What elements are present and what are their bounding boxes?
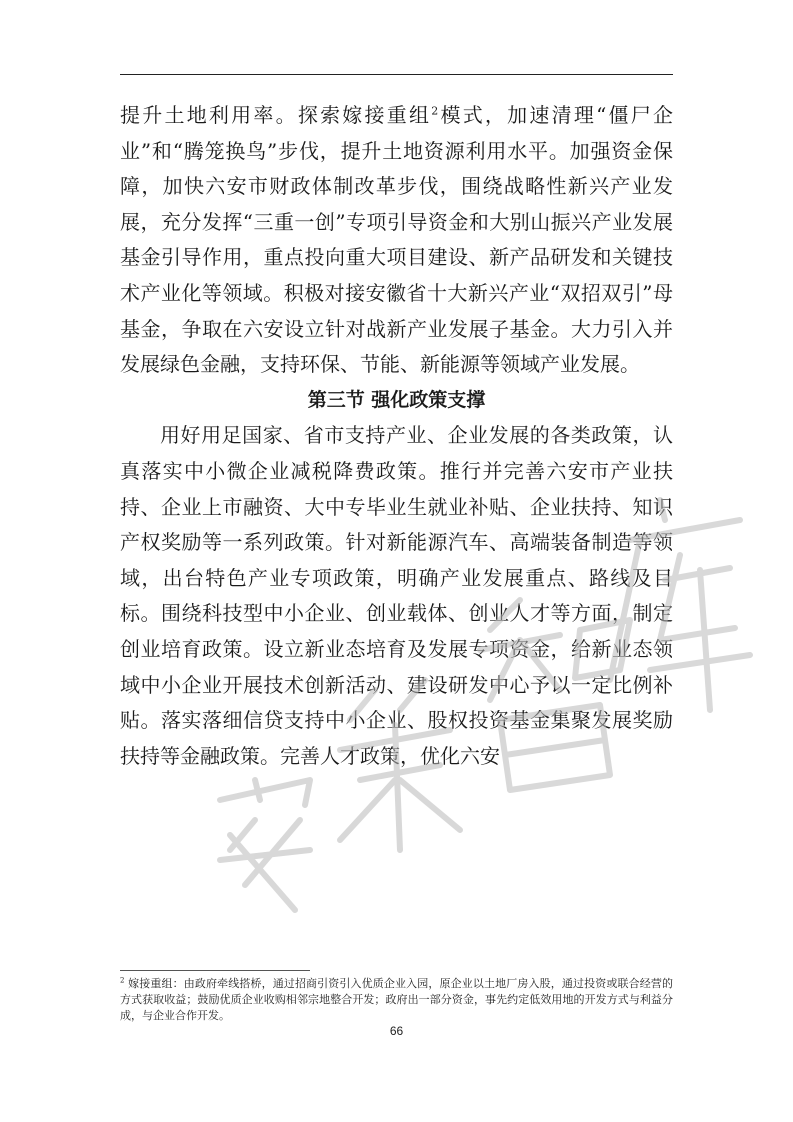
header-rule: [120, 74, 673, 75]
footnote-rule: [120, 970, 310, 971]
body-text: [120, 98, 673, 774]
page-number: 66: [389, 1024, 404, 1038]
paragraph-land-and-funding: [120, 98, 673, 383]
paragraph-text: 模式，加速清理“僵尸企业”和“腾笼换鸟”步伐，提升土地资源利用水平。加强资金保障，加快六安市财政体制改革步伐，围绕战略性新兴产业发展，充分发挥“三重一创”专项引导资金和大别山振兴产业发展基金引导作用，重点投向重大项目建设、新产品研发和关键技术产业化等领域。积极对接安徽省十大新兴产业“双招双引”母基金，争取在六安设立针对战新产业发展子基金。大力引入并发展绿色金融，支持环保、节能、新能源等领域产业发展。: [120, 103, 673, 377]
footnote-number: 2: [120, 976, 125, 985]
footnote-text: 嫁接重组：由政府牵线搭桥，通过招商引资引入优质企业入园，原企业以土地厂房入股，通过投资或联合经营的方式获取收益；鼓励优质企业收购相邻宗地整合开发；政府出一部分资金，事先约定低效用地的开发方式与利益分成，与企业合作开发。: [120, 977, 673, 1022]
footnote: [120, 976, 673, 1024]
paragraph-text: 提升土地利用率。探索嫁接重组: [120, 103, 432, 127]
paragraph-policy-support: 用好用足国家、省市支持产业、企业发展的各类政策，认真落实中小微企业减税降费政策。推行并完善六安市产业扶持、企业上市融资、大中专毕业生就业补贴、企业扶持、知识产权奖励等一系列政策。针对新能源汽车、高端装备制造等领域，出台特色产业专项政策，明确产业发展重点、路线及目标。围绕科技型中小企业、创业载体、创业人才等方面，制定创业培育政策。设立新业态培育及发展专项资金，给新业态领域中小企业开展技术创新活动、建设研发中心予以一定比例补贴。落实落细信贷支持中小企业、股权投资基金集聚发展奖励扶持等金融政策。完善人才政策，优化六安: [120, 423, 673, 768]
footnote-reference[interactable]: 2: [431, 104, 439, 118]
section-heading: 第三节 强化政策支撑: [307, 388, 486, 411]
